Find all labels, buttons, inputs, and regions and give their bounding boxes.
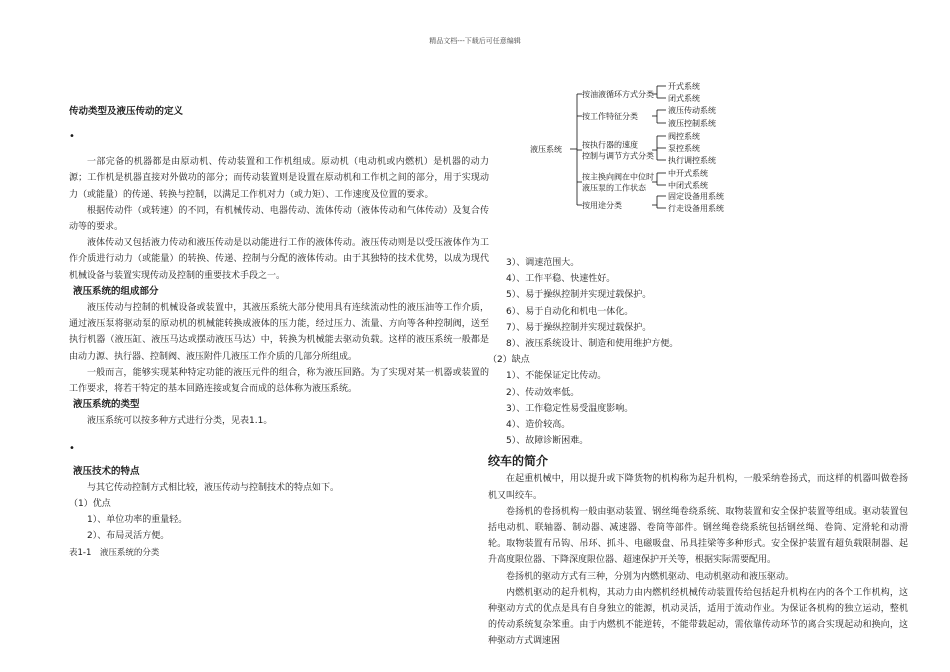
list-item: 1）、单位功率的重量轻。 [87, 515, 188, 526]
winch-paragraphs [488, 471, 908, 649]
features-paragraph: 与其它传动控制方式相比较，液压传动与控制技术的特点如下。 [87, 482, 340, 493]
list-item: 7）、易于操纵控制并实现过载保护。 [506, 322, 652, 333]
list-item: 3）、调速范围大。 [506, 258, 580, 268]
group-label: 按主换向阀在中位时 [582, 172, 654, 182]
bullet-marker: • [69, 442, 75, 454]
list-item: 6）、易于自动化和机电一体化。 [506, 306, 634, 317]
leaf-label: 泵控系统 [668, 144, 700, 153]
list-item: 3）、工作稳定性易受温度影响。 [506, 403, 634, 414]
right-column [488, 255, 908, 650]
group-label: 按用途分类 [582, 201, 622, 210]
page-header: 精品文档---下载后可任意编辑 [429, 37, 521, 45]
body-paragraph: 根据传动件（或转速）的不同，有机械传动、电器传动、流体传动（液体传动和气体传动）及复合传动等的要求。 [69, 205, 489, 233]
leaf-label: 中开式系统 [668, 169, 708, 178]
list-item: 4）、造价较高。 [506, 420, 571, 431]
body-paragraph: 卷扬机的卷扬机构一般由驱动装置、钢丝绳卷绕系统、取物装置和安全保护装置等组成。驱动装置包括电动机、联轴器、制动器、减速器、卷筒等部件。钢丝绳卷绕系统包括钢丝绳、卷筒、定滑轮和动滑轮。取物装置有吊钩、吊环、抓斗、电磁吸盘、吊具挂梁等多种形式。安全保护装置有超负载限制器、起升高度限位器、下降深度限位器、超速保护开关等，根据实际需要配用。 [488, 506, 908, 566]
body-paragraph: 卷扬机的驱动方式有三种，分别为内燃机驱动、电动机驱动和液压驱动。 [506, 571, 795, 582]
body-paragraph: 一般而言，能够实现某种特定功能的液压元件的组合，称为液压回路。为了实现对某一机器或装置的工作要求，将若干特定的基本回路连接或复合而成的总体称为液压系统。 [69, 367, 489, 395]
list-item: 4）、工作平稳、快速性好。 [506, 274, 616, 285]
advantages-list-rest [488, 255, 908, 352]
intro-paragraphs [69, 154, 489, 284]
table-caption: 表1-1 液压系统的分类 [69, 547, 160, 558]
group-label: 按执行器的速度 [582, 140, 638, 150]
heading-types: 液压系统的类型 [73, 399, 140, 411]
leaf-label: 液压传动系统 [668, 106, 716, 115]
diagram-root-label: 液压系统 [530, 145, 562, 154]
list-item: 5）、故障诊断困难。 [506, 436, 589, 447]
heading-features: 液压技术的特点 [73, 465, 140, 477]
leaf-label: 固定设备用系统 [668, 192, 724, 201]
leaf-label: 闭式系统 [668, 94, 700, 103]
group-label: 按油液循环方式分类 [582, 90, 654, 99]
leaf-label: 液压控制系统 [668, 119, 716, 128]
body-paragraph: 液压传动与控制的机械设备或装置中，其液压系统大部分使用具有连续流动性的液压油等工作介质，通过液压泵将驱动泵的原动机的机械能转换成液体的压力能，经过压力、流量、方向等各种控制阀，送至执行机器（液压缸、液压马达或摆动液压马达）中，转换为机械能去驱动负载。这样的液压系统一般都是由动力源、执行器、控制阀、液压附件几液压工作介质的几部分所组成。 [69, 303, 489, 362]
list-item: 8）、液压系统设计、制造和使用维护方便。 [506, 339, 679, 350]
advantages-label: （1）优点 [69, 499, 111, 510]
list-item: 2）、布局灵活方便。 [87, 531, 170, 542]
body-paragraph: 液体传动又包括液力传动和液压传动是以动能进行工作的液体传动。液压传动则是以受压液体作为工作介质进行动力（或能量）的转换、传递、控制与分配的液体传动。由于其独特的技术优势，以成为现代机械设备与装置实现传动及控制的重要技术手段之一。 [69, 238, 489, 281]
hydraulic-classification-diagram [530, 78, 950, 243]
group-label: 控制与调节方式分类 [582, 151, 654, 161]
body-paragraph: 一部完备的机器都是由原动机、传动装置和工作机组成。原动机（电动机或内燃机）是机器的动力源；工作机是机器直接对外做功的部分；而传动装置则是设置在原动机和工作机之间的部分，用于实现动力（或能量）的传递、转换与控制，以满足工作机对力（或力矩）、工作速度及位置的要求。 [69, 157, 489, 200]
list-item: 2）、传动效率低。 [506, 387, 580, 398]
heading-composition: 液压系统的组成部分 [73, 285, 159, 297]
composition-paragraphs [69, 300, 489, 397]
bullet-marker: • [69, 131, 75, 143]
leaf-label: 开式系统 [668, 82, 700, 91]
leaf-label: 行走设备用系统 [668, 204, 724, 213]
heading-winch: 绞车的简介 [488, 454, 549, 469]
disadvantages-list [488, 368, 908, 449]
body-paragraph: 在起重机械中，用以提升或下降货物的机构称为起升机构，一般采纳卷扬式，而这样的机器叫做卷扬机又叫绞车。 [488, 474, 908, 501]
section-title: 传动类型及液压传动的定义 [69, 106, 184, 117]
group-label: 液压泵的工作状态 [582, 183, 646, 193]
left-column [69, 104, 489, 561]
disadvantages-label: （2）缺点 [488, 355, 530, 366]
group-label: 按工作特征分类 [582, 112, 638, 121]
list-item: 1）、不能保证定比传动。 [506, 371, 607, 382]
types-paragraph: 液压系统可以按多种方式进行分类，见表1.1。 [87, 416, 273, 427]
leaf-label: 执行调控系统 [668, 156, 716, 165]
body-paragraph: 内燃机驱动的起升机构，其动力由内燃机经机械传动装置传给包括起升机构在内的各个工作机构，这种驱动方式的优点是具有自身独立的能源，机动灵活，适用于流动作业。为保证各机构的独立运动，整机的传动系统复杂笨重。由于内燃机不能逆转，不能带载起动，需依靠传动环节的离合实现起动和换向，这种驱动方式调速困 [488, 587, 908, 647]
leaf-label: 阀控系统 [668, 132, 700, 141]
advantages-list-first [69, 512, 489, 544]
list-item: 5）、易于操纵控制并实现过载保护。 [506, 290, 652, 301]
leaf-label: 中闭式系统 [668, 181, 708, 190]
